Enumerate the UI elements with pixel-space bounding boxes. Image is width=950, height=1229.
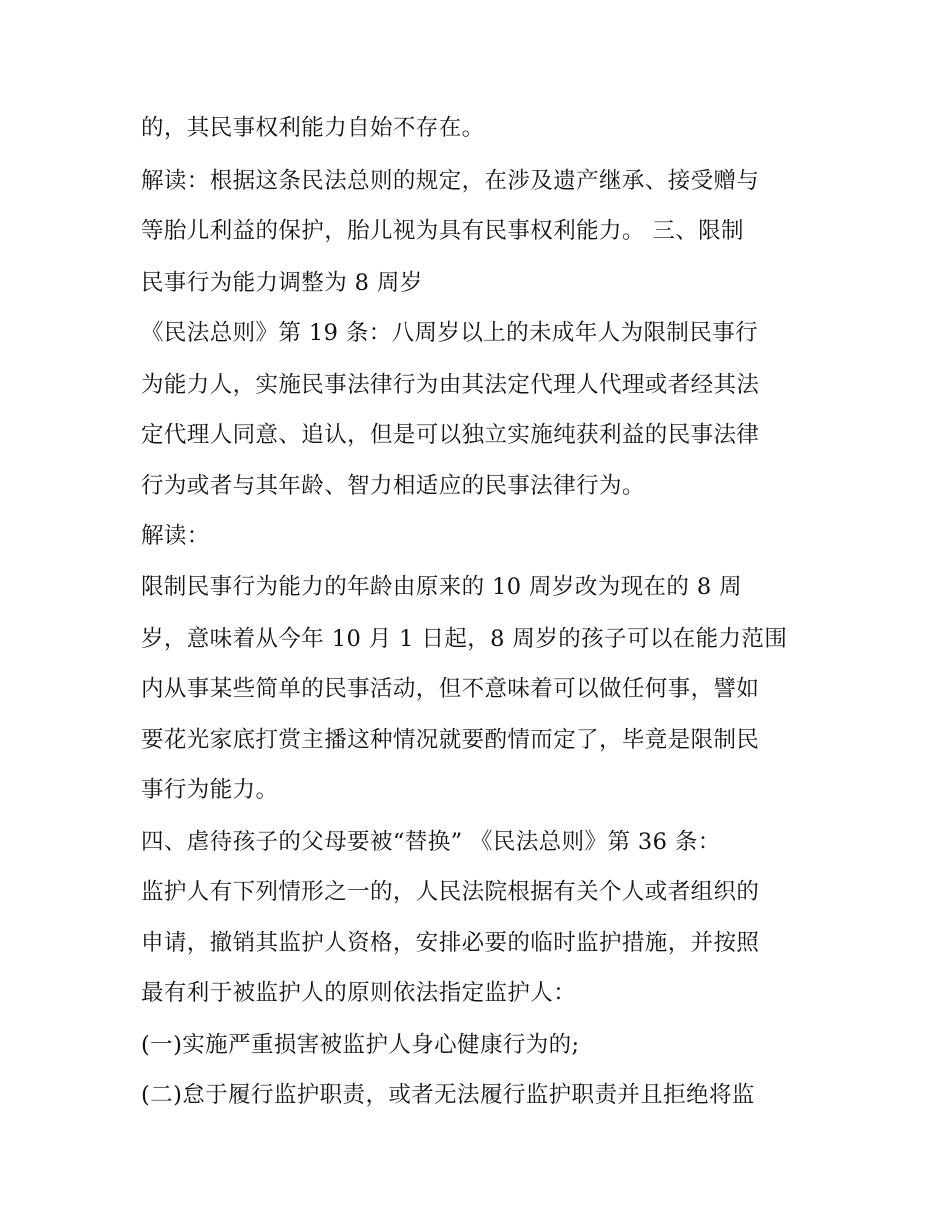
text-line: 定代理人同意、追认，但是可以独立实施纯获利益的民事法律 bbox=[141, 422, 760, 448]
text-line: 岁，意味着从今年 10 月 1 日起，8 周岁的孩子可以在能力范围 bbox=[141, 626, 788, 652]
text-line: 内从事某些简单的民事活动，但不意味着可以做任何事，譬如 bbox=[141, 676, 760, 702]
text-line: (二)怠于履行监护职责，或者无法履行监护职责并且拒绝将监 bbox=[141, 1082, 755, 1108]
text-line: 民事行为能力调整为 8 周岁 bbox=[141, 270, 423, 296]
text-line: 限制民事行为能力的年龄由原来的 10 周岁改为现在的 8 周 bbox=[141, 574, 743, 600]
text-line: 事行为能力。 bbox=[141, 777, 279, 803]
text-line: 四、虐待孩子的父母要被“替换” 《民法总则》第 36 条： bbox=[141, 829, 721, 855]
text-line: 要花光家底打赏主播这种情况就要酌情而定了，毕竟是限制民 bbox=[141, 727, 760, 753]
text-line: 监护人有下列情形之一的，人民法院根据有关个人或者组织的 bbox=[141, 879, 760, 905]
text-line: 申请，撤销其监护人资格，安排必要的临时监护措施，并按照 bbox=[141, 930, 760, 956]
text-line: 的，其民事权利能力自始不存在。 bbox=[141, 115, 485, 141]
text-line: 解读： bbox=[141, 523, 210, 549]
text-line: 《民法总则》第 19 条：八周岁以上的未成年人为限制民事行 bbox=[141, 320, 759, 346]
text-line: (一)实施严重损害被监护人身心健康行为的; bbox=[141, 1032, 580, 1058]
text-line: 为能力人，实施民事法律行为由其法定代理人代理或者经其法 bbox=[141, 372, 760, 398]
text-line: 解读：根据这条民法总则的规定，在涉及遗产继承、接受赠与 bbox=[141, 168, 760, 194]
text-line: 行为或者与其年龄、智力相适应的民事法律行为。 bbox=[141, 473, 645, 499]
text-line: 最有利于被监护人的原则依法指定监护人： bbox=[141, 980, 577, 1006]
text-line: 等胎儿利益的保护，胎儿视为具有民事权利能力。 三、限制 bbox=[141, 218, 744, 244]
